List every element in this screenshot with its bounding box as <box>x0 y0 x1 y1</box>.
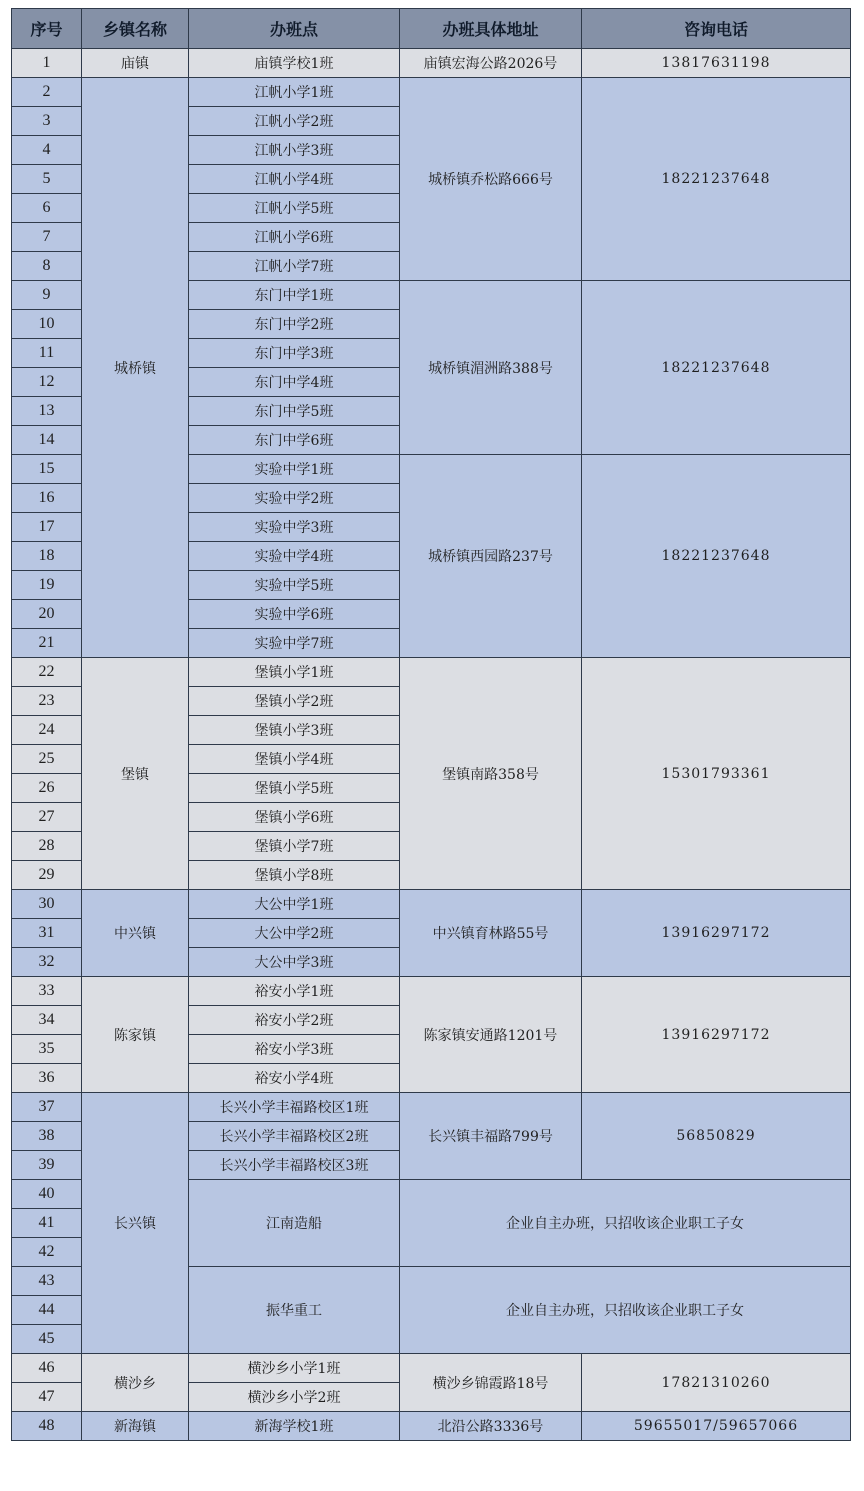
row-number: 19 <box>12 571 82 600</box>
table-row <box>12 977 851 1006</box>
contact-phone: 17821310260 <box>582 1354 851 1412</box>
row-number: 8 <box>12 252 82 281</box>
table-row <box>12 78 851 107</box>
contact-phone: 59655017/59657066 <box>582 1412 851 1441</box>
class-site: 长兴小学丰福路校区3班 <box>189 1151 400 1180</box>
site-address: 堡镇南路358号 <box>400 658 582 890</box>
row-number: 13 <box>12 397 82 426</box>
class-site: 堡镇小学8班 <box>189 861 400 890</box>
row-number: 33 <box>12 977 82 1006</box>
row-number: 38 <box>12 1122 82 1151</box>
class-site: 江帆小学1班 <box>189 78 400 107</box>
row-number: 7 <box>12 223 82 252</box>
class-site: 堡镇小学4班 <box>189 745 400 774</box>
class-site: 实验中学2班 <box>189 484 400 513</box>
contact-phone: 18221237648 <box>582 455 851 658</box>
row-number: 36 <box>12 1064 82 1093</box>
town-name: 城桥镇 <box>82 78 189 658</box>
row-number: 20 <box>12 600 82 629</box>
row-number: 40 <box>12 1180 82 1209</box>
row-number: 4 <box>12 136 82 165</box>
class-site: 实验中学6班 <box>189 600 400 629</box>
class-site: 堡镇小学2班 <box>189 687 400 716</box>
row-number: 5 <box>12 165 82 194</box>
row-number: 45 <box>12 1325 82 1354</box>
class-site: 江帆小学4班 <box>189 165 400 194</box>
row-number: 6 <box>12 194 82 223</box>
class-site: 裕安小学2班 <box>189 1006 400 1035</box>
row-number: 46 <box>12 1354 82 1383</box>
contact-phone: 18221237648 <box>582 78 851 281</box>
class-site: 堡镇小学7班 <box>189 832 400 861</box>
town-name: 横沙乡 <box>82 1354 189 1412</box>
contact-phone: 13817631198 <box>582 49 851 78</box>
class-site: 大公中学3班 <box>189 948 400 977</box>
class-site: 大公中学2班 <box>189 919 400 948</box>
class-site: 振华重工 <box>189 1267 400 1354</box>
site-address: 陈家镇安通路1201号 <box>400 977 582 1093</box>
class-site: 庙镇学校1班 <box>189 49 400 78</box>
row-number: 42 <box>12 1238 82 1267</box>
class-site: 堡镇小学3班 <box>189 716 400 745</box>
table-row <box>12 1354 851 1383</box>
class-site: 江帆小学3班 <box>189 136 400 165</box>
row-number: 24 <box>12 716 82 745</box>
site-address: 城桥镇乔松路666号 <box>400 78 582 281</box>
class-site: 江帆小学2班 <box>189 107 400 136</box>
class-site: 实验中学5班 <box>189 571 400 600</box>
class-site: 横沙乡小学2班 <box>189 1383 400 1412</box>
site-address: 城桥镇湄洲路388号 <box>400 281 582 455</box>
class-site: 长兴小学丰福路校区2班 <box>189 1122 400 1151</box>
site-address: 城桥镇西园路237号 <box>400 455 582 658</box>
table-header-row <box>12 9 851 49</box>
town-name: 中兴镇 <box>82 890 189 977</box>
table-row <box>12 658 851 687</box>
row-number: 27 <box>12 803 82 832</box>
row-number: 39 <box>12 1151 82 1180</box>
class-site: 裕安小学3班 <box>189 1035 400 1064</box>
town-name: 庙镇 <box>82 49 189 78</box>
class-site: 横沙乡小学1班 <box>189 1354 400 1383</box>
table-row <box>12 1093 851 1122</box>
class-site: 东门中学4班 <box>189 368 400 397</box>
class-site: 新海学校1班 <box>189 1412 400 1441</box>
row-number: 3 <box>12 107 82 136</box>
class-site: 实验中学7班 <box>189 629 400 658</box>
row-number: 29 <box>12 861 82 890</box>
row-number: 1 <box>12 49 82 78</box>
row-number: 25 <box>12 745 82 774</box>
row-number: 16 <box>12 484 82 513</box>
row-number: 2 <box>12 78 82 107</box>
header-town: 乡镇名称 <box>82 9 189 49</box>
row-number: 30 <box>12 890 82 919</box>
class-site: 东门中学3班 <box>189 339 400 368</box>
class-site: 实验中学3班 <box>189 513 400 542</box>
contact-phone: 56850829 <box>582 1093 851 1180</box>
town-name: 长兴镇 <box>82 1093 189 1354</box>
row-number: 31 <box>12 919 82 948</box>
table-row <box>12 49 851 78</box>
row-number: 12 <box>12 368 82 397</box>
class-site: 江南造船 <box>189 1180 400 1267</box>
row-number: 41 <box>12 1209 82 1238</box>
town-name: 陈家镇 <box>82 977 189 1093</box>
contact-phone: 18221237648 <box>582 281 851 455</box>
class-site: 东门中学2班 <box>189 310 400 339</box>
site-address: 中兴镇育林路55号 <box>400 890 582 977</box>
row-number: 34 <box>12 1006 82 1035</box>
row-number: 47 <box>12 1383 82 1412</box>
row-number: 14 <box>12 426 82 455</box>
row-number: 35 <box>12 1035 82 1064</box>
site-address: 长兴镇丰福路799号 <box>400 1093 582 1180</box>
row-number: 10 <box>12 310 82 339</box>
row-number: 9 <box>12 281 82 310</box>
class-site: 堡镇小学1班 <box>189 658 400 687</box>
row-number: 23 <box>12 687 82 716</box>
row-number: 21 <box>12 629 82 658</box>
table-row <box>12 1412 851 1441</box>
row-number: 48 <box>12 1412 82 1441</box>
enterprise-note: 企业自主办班，只招收该企业职工子女 <box>400 1180 851 1267</box>
header-no: 序号 <box>12 9 82 49</box>
header-address: 办班具体地址 <box>400 9 582 49</box>
header-phone: 咨询电话 <box>582 9 851 49</box>
site-address: 北沿公路3336号 <box>400 1412 582 1441</box>
row-number: 26 <box>12 774 82 803</box>
class-site: 堡镇小学5班 <box>189 774 400 803</box>
class-site: 大公中学1班 <box>189 890 400 919</box>
class-schedule-table <box>11 8 851 1441</box>
class-site: 江帆小学5班 <box>189 194 400 223</box>
header-site: 办班点 <box>189 9 400 49</box>
row-number: 44 <box>12 1296 82 1325</box>
class-site: 东门中学1班 <box>189 281 400 310</box>
class-site: 长兴小学丰福路校区1班 <box>189 1093 400 1122</box>
town-name: 堡镇 <box>82 658 189 890</box>
class-site: 东门中学6班 <box>189 426 400 455</box>
class-site: 裕安小学1班 <box>189 977 400 1006</box>
class-site: 实验中学1班 <box>189 455 400 484</box>
class-site: 裕安小学4班 <box>189 1064 400 1093</box>
row-number: 32 <box>12 948 82 977</box>
row-number: 17 <box>12 513 82 542</box>
class-site: 堡镇小学6班 <box>189 803 400 832</box>
row-number: 28 <box>12 832 82 861</box>
row-number: 18 <box>12 542 82 571</box>
row-number: 37 <box>12 1093 82 1122</box>
table-row <box>12 890 851 919</box>
row-number: 11 <box>12 339 82 368</box>
site-address: 横沙乡锦霞路18号 <box>400 1354 582 1412</box>
contact-phone: 13916297172 <box>582 890 851 977</box>
class-site: 江帆小学7班 <box>189 252 400 281</box>
class-site: 江帆小学6班 <box>189 223 400 252</box>
contact-phone: 13916297172 <box>582 977 851 1093</box>
contact-phone: 15301793361 <box>582 658 851 890</box>
row-number: 43 <box>12 1267 82 1296</box>
class-site: 实验中学4班 <box>189 542 400 571</box>
site-address: 庙镇宏海公路2026号 <box>400 49 582 78</box>
row-number: 15 <box>12 455 82 484</box>
class-site: 东门中学5班 <box>189 397 400 426</box>
town-name: 新海镇 <box>82 1412 189 1441</box>
row-number: 22 <box>12 658 82 687</box>
enterprise-note: 企业自主办班，只招收该企业职工子女 <box>400 1267 851 1354</box>
page <box>11 8 851 1441</box>
